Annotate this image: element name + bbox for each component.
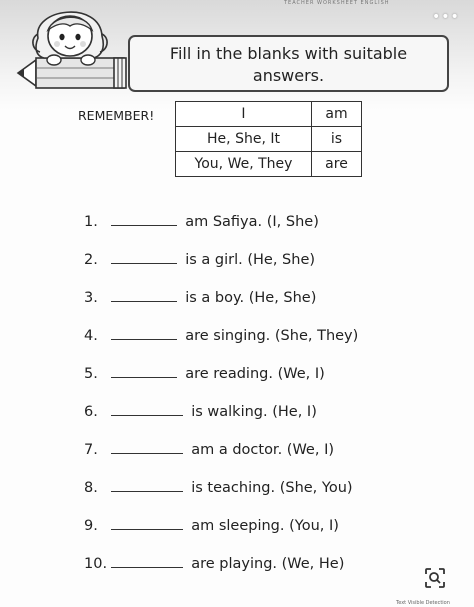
question-text: is a girl. (He, She) [185, 252, 316, 268]
question-text: am sleeping. (You, I) [191, 518, 339, 534]
pronoun-cell: He, She, It [176, 127, 312, 152]
girl-icon [33, 12, 107, 65]
question-number: 9. [84, 518, 98, 534]
question-4 [84, 326, 358, 346]
remember-label: REMEMBER! [78, 108, 155, 123]
pronoun-cell: I [176, 102, 312, 127]
question-3 [84, 288, 316, 308]
question-number: 3. [84, 290, 98, 306]
pencil-icon [18, 58, 126, 88]
question-7 [84, 440, 334, 460]
answer-blank[interactable] [111, 554, 183, 568]
table-row [176, 102, 362, 127]
answer-blank[interactable] [111, 478, 183, 492]
question-number: 7. [84, 442, 98, 458]
answer-blank[interactable] [111, 440, 183, 454]
verb-cell: is [312, 127, 362, 152]
question-number: 1. [84, 214, 98, 230]
lens-search-icon[interactable] [424, 567, 446, 589]
question-number: 4. [84, 328, 98, 344]
question-6 [84, 402, 317, 422]
question-text: is teaching. (She, You) [191, 480, 353, 496]
table-row [176, 127, 362, 152]
answer-blank[interactable] [111, 326, 177, 340]
top-strip-text: TEACHER WORKSHEET ENGLISH [284, 0, 390, 6]
question-10 [84, 554, 344, 574]
question-number: 5. [84, 366, 98, 382]
instruction-line-2: answers. [252, 66, 325, 85]
question-text: are reading. (We, I) [185, 366, 325, 382]
question-number: 10. [84, 556, 108, 572]
question-text: am a doctor. (We, I) [191, 442, 335, 458]
answer-blank[interactable] [111, 364, 177, 378]
answer-blank[interactable] [111, 402, 183, 416]
question-text: is walking. (He, I) [191, 404, 317, 420]
answer-blank[interactable] [111, 212, 177, 226]
answer-blank[interactable] [111, 516, 183, 530]
question-text: is a boy. (He, She) [185, 290, 317, 306]
verb-cell: are [312, 152, 362, 177]
answer-blank[interactable] [111, 250, 177, 264]
instruction-box [128, 35, 449, 92]
answer-blank[interactable] [111, 288, 177, 302]
instruction-line-1: Fill in the blanks with suitable [169, 44, 408, 63]
question-text: am Safiya. (I, She) [185, 214, 319, 230]
question-text: are singing. (She, They) [185, 328, 359, 344]
pronoun-cell: You, We, They [176, 152, 312, 177]
question-5 [84, 364, 325, 384]
corner-caption: Text Visible Detection [396, 600, 450, 606]
question-8 [84, 478, 353, 498]
more-options-icon[interactable]: ••• [432, 9, 460, 25]
table-row [176, 152, 362, 177]
question-1 [84, 212, 319, 232]
question-number: 8. [84, 480, 98, 496]
question-number: 6. [84, 404, 98, 420]
question-9 [84, 516, 339, 536]
question-text: are playing. (We, He) [191, 556, 345, 572]
question-2 [84, 250, 315, 270]
verb-cell: am [312, 102, 362, 127]
question-number: 2. [84, 252, 98, 268]
pronoun-verb-table [175, 101, 362, 177]
